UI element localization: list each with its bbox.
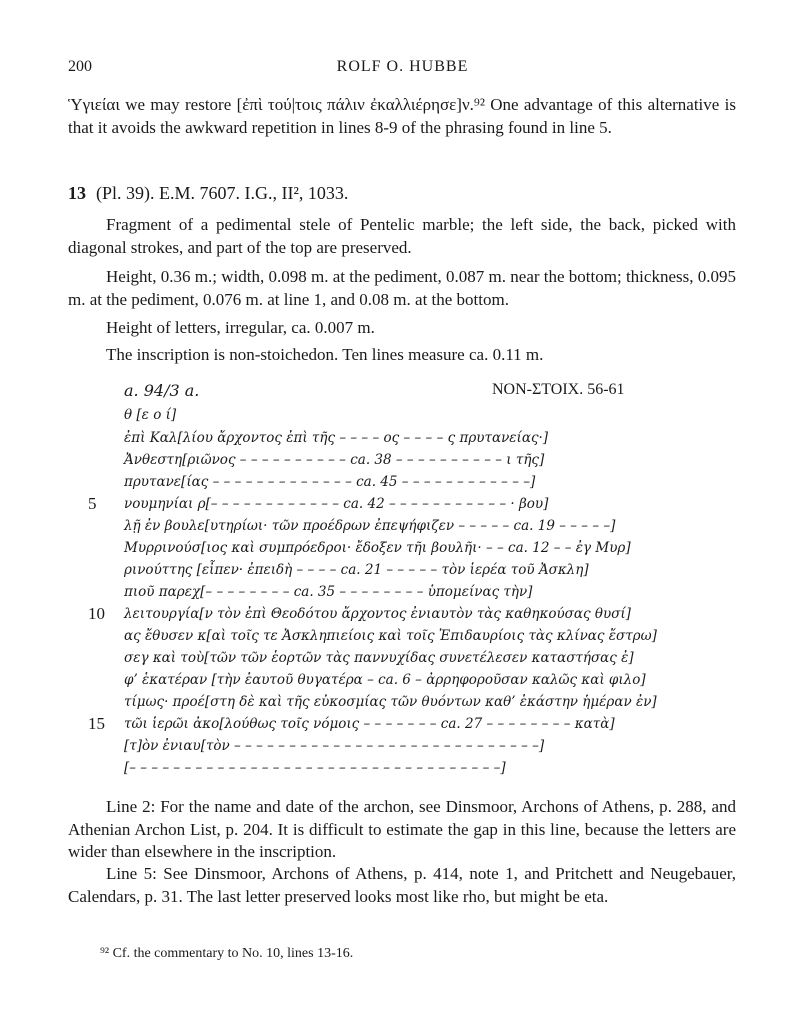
note-line-5: Line 5: See Dinsmoor, Archons of Athens, p. 414, note 1, and Pritchett and Neugebauer, Calendars, p. 31. The last letter preserved looks most like rho, but might be eta. bbox=[68, 864, 736, 906]
inscription-line: νουμηνίαι ρ[– – – – – – – – – – – – ca. 42 – – – – – – – – – – – · βου] bbox=[124, 496, 549, 512]
inscription-line: φ’ ἑκατέραν [τὴν ἑαυτοῦ θυγατέρα – ca. 6 – ἀρρηφοροῦσαν καλῶς καὶ φιλο] bbox=[124, 672, 646, 688]
line-number: 15 bbox=[88, 714, 105, 733]
note-line-2: Line 2: For the name and date of the archon, see Dinsmoor, Archons of Athens, p. 288, and Athenian Archon List, p. 204. It is difficult to estimate the gap in this line, because the letters are wider than elsewhere in the inscription. bbox=[68, 797, 736, 861]
description-letters: Height of letters, irregular, ca. 0.007 m. bbox=[106, 318, 375, 337]
line-number: 5 bbox=[88, 494, 97, 513]
inscription-line: λῇ ἐν βουλε[υτηρίωι· τῶν προέδρων ἐπεψήφιζεν – – – – – ca. 19 – – – – –] bbox=[124, 518, 616, 534]
line-number: 10 bbox=[88, 604, 105, 623]
description-stoichedon: The inscription is non-stoichedon. Ten lines measure ca. 0.11 m. bbox=[106, 345, 544, 364]
section-number: 13 bbox=[68, 183, 86, 203]
inscription-line: σεγ καὶ τοὺ[τῶν τῶν ἑορτῶν τὰς παννυχίδας συνετέλεσεν καταστήσας ἐ] bbox=[124, 650, 634, 666]
inscription-line: τῶι ἱερῶι ἀκο[λούθως τοῖς νόμοις – – – – – – – ca. 27 – – – – – – – – κατὰ] bbox=[124, 716, 615, 732]
description-dimensions: Height, 0.36 m.; width, 0.098 m. at the pediment, 0.087 m. near the bottom; thickness, 0.095 m. at the pediment, 0.076 m. at line 1, and 0.08 m. at the bottom. bbox=[68, 267, 736, 309]
inscription-line: Μυρρινούσ[ιος καὶ συμπρόεδροι· ἔδοξεν τῆι βουλῆι· – – ca. 12 – – ἐγ Μυρ] bbox=[124, 540, 631, 556]
inscription-line: πρυτανε[ίας – – – – – – – – – – – – – ca. 45 – – – – – – – – – – – –] bbox=[124, 474, 536, 490]
running-title: ROLF O. HUBBE bbox=[336, 58, 469, 75]
description-fragment: Fragment of a pedimental stele of Pentelic marble; the left side, the back, picked with diagonal strokes, and part of the top are preserved. bbox=[68, 215, 736, 257]
page-number: 200 bbox=[68, 58, 92, 75]
inscription-line: Ἀνθεστη[ριῶνος – – – – – – – – – – ca. 38 – – – – – – – – – – ι τῆς] bbox=[124, 452, 545, 468]
page-header bbox=[68, 58, 737, 80]
inscription-line: πιοῦ παρεχ[– – – – – – – – ca. 35 – – – – – – – – ὑπομείνας τὴν] bbox=[124, 584, 533, 600]
inscription-line: τίμως· προέ[στη δὲ καὶ τῆς εὐκοσμίας τῶν θυόντων καθ’ ἑκάστην ἡμέραν ἐν] bbox=[124, 694, 657, 710]
section-heading bbox=[68, 183, 348, 204]
intro-paragraph: Ὑγιείαι we may restore [ἐπὶ τού|τοις πάλιν ἐκαλλιέρησε]ν.⁹² One advantage of this alternative is that it avoids the awkward repetition in lines 8-9 of the phrasing found in line 5. bbox=[68, 95, 736, 137]
inscription-date: a. 94/3 a. bbox=[124, 381, 200, 400]
inscription-line: ρινούττης [εἶπεν· ἐπειδὴ – – – – ca. 21 – – – – – τὸν ἱερέα τοῦ Ἀσκλη] bbox=[124, 562, 589, 578]
inscription-line: [τ]ὸν ἐνιαυ[τὸν – – – – – – – – – – – – – – – – – – – – – – – – – – – –] bbox=[124, 738, 545, 754]
inscription-format: NON-ΣΤΟΙΧ. 56-61 bbox=[492, 381, 625, 398]
inscription-line: ας ἔθυσεν κ[αὶ τοῖς τε Ἀσκληπιείοις καὶ τοῖς Ἐπιδαυρίοις τὰς κλίνας ἔστρω] bbox=[124, 628, 657, 644]
inscription-line: [– – – – – – – – – – – – – – – – – – – – – – – – – – – – – – – – – –] bbox=[124, 760, 506, 776]
inscription-line: λειτουργία[ν τὸν ἐπὶ Θεοδότου ἄρχοντος ἐνιαυτὸν τὰς καθηκούσας θυσί] bbox=[124, 606, 631, 622]
inscription-line: ἐπὶ Καλ[λίου ἄρχοντος ἐπὶ τῆς – – – – ος – – – – ς πρυτανείας·] bbox=[124, 430, 549, 446]
inscription-line: θ [ε ο ί] bbox=[124, 407, 177, 423]
section-reference: (Pl. 39). E.M. 7607. I.G., II², 1033. bbox=[96, 183, 349, 203]
footnote: ⁹² Cf. the commentary to No. 10, lines 13-16. bbox=[100, 946, 354, 961]
